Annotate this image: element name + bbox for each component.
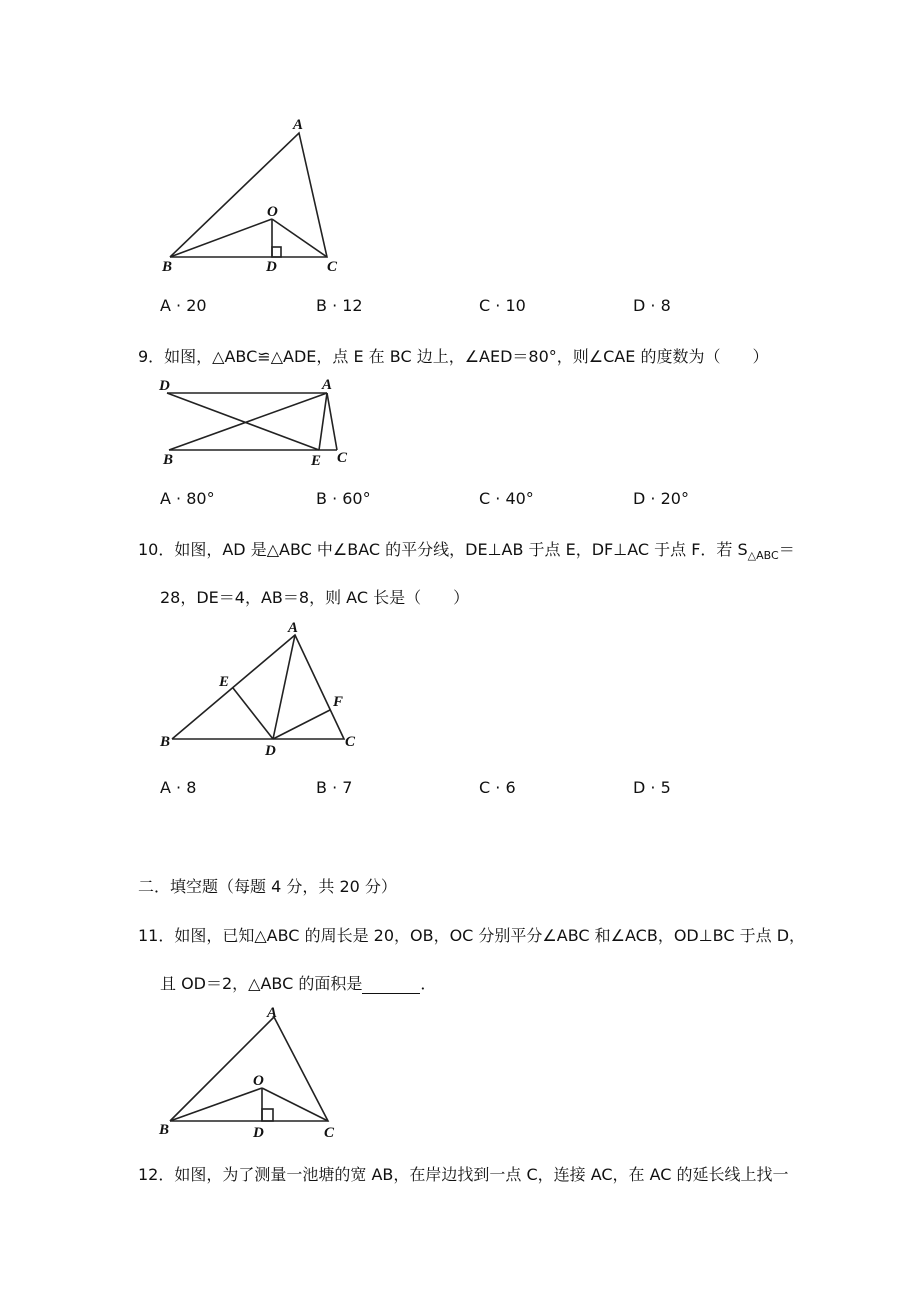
q9-option-c[interactable]: C · 40° <box>479 489 534 508</box>
q10-label-a: A <box>288 620 299 636</box>
q10-label-f: F <box>333 694 344 710</box>
q10-area-subscript: △ABC <box>747 549 779 562</box>
q8-segment-ob <box>170 219 272 257</box>
q9-option-d[interactable]: D · 20° <box>633 489 689 508</box>
q10-segment-de <box>233 688 273 739</box>
q10-figure <box>155 618 370 763</box>
q10-label-c: C <box>345 734 356 750</box>
q9-label-e: E <box>311 453 322 469</box>
q8-figure <box>150 115 370 280</box>
q9-segment-ae <box>319 393 327 450</box>
q10-stem-line2: 28，DE＝4，AB＝8，则 AC 长是（ ） <box>160 588 470 607</box>
q11-label-c: C <box>324 1125 335 1141</box>
q9-option-a[interactable]: A · 80° <box>160 489 215 508</box>
q8-triangle-abc <box>170 133 327 257</box>
q11-label-a: A <box>267 1005 278 1021</box>
q11-label-d: D <box>253 1125 264 1141</box>
q11-stem-line2: 且 OD＝2，△ABC 的面积是 ． <box>160 974 437 993</box>
q11-segment-oc <box>262 1088 328 1121</box>
q11-answer-blank[interactable] <box>362 977 420 994</box>
q8-label-o: O <box>267 204 278 220</box>
q8-label-b: B <box>162 259 173 275</box>
q8-option-a[interactable]: A · 20 <box>160 296 207 315</box>
q10-label-b: B <box>160 734 171 750</box>
q11-figure <box>150 1005 360 1145</box>
q11-segment-ob <box>170 1088 262 1121</box>
q12-stem-line1: 12．如图，为了测量一池塘的宽 AB，在岸边找到一点 C，连接 AC，在 AC 的延长线上找一 <box>138 1165 789 1184</box>
q8-option-b[interactable]: B · 12 <box>316 296 363 315</box>
q10-option-b[interactable]: B · 7 <box>316 778 353 797</box>
q9-stem: 9．如图，△ABC≌△ADE，点 E 在 BC 边上，∠AED＝80°，则∠CAE 的度数为（ ） <box>138 347 769 366</box>
q8-option-d[interactable]: D · 8 <box>633 296 671 315</box>
section2-title: 二．填空题（每题 4 分，共 20 分） <box>138 877 397 896</box>
q11-stem-line1: 11．如图，已知△ABC 的周长是 20，OB，OC 分别平分∠ABC 和∠ACB，OD⊥BC 于点 D， <box>138 926 806 945</box>
q8-label-c: C <box>327 259 338 275</box>
q10-option-c[interactable]: C · 6 <box>479 778 516 797</box>
q10-label-d: D <box>265 743 276 759</box>
q9-label-d: D <box>159 378 170 394</box>
q8-label-d: D <box>266 259 277 275</box>
q9-segment-ba <box>169 393 327 450</box>
q11-label-o: O <box>253 1073 264 1089</box>
q10-label-e: E <box>219 674 230 690</box>
q9-label-c: C <box>337 450 348 466</box>
q9-label-a: A <box>322 377 333 393</box>
q10-segment-df <box>273 710 330 739</box>
q9-figure <box>155 375 365 470</box>
q10-option-a[interactable]: A · 8 <box>160 778 197 797</box>
q9-option-b[interactable]: B · 60° <box>316 489 371 508</box>
q10-stem-line1: 10．如图，AD 是△ABC 中∠BAC 的平分线，DE⊥AB 于点 E，DF⊥AC 于点 F．若 $S_{\triangle ABC}=$ <box>138 540 795 562</box>
q8-option-c[interactable]: C · 10 <box>479 296 526 315</box>
q10-option-d[interactable]: D · 5 <box>633 778 671 797</box>
q11-label-b: B <box>159 1122 170 1138</box>
q11-right-angle-mark <box>262 1109 273 1121</box>
q9-segment-ac <box>327 393 337 450</box>
q10-triangle-abc <box>172 635 344 739</box>
q8-label-a: A <box>293 117 304 133</box>
q11-triangle-abc <box>170 1017 328 1121</box>
q8-right-angle-mark <box>272 247 281 257</box>
q9-label-b: B <box>163 452 174 468</box>
q9-segment-de <box>167 393 319 450</box>
